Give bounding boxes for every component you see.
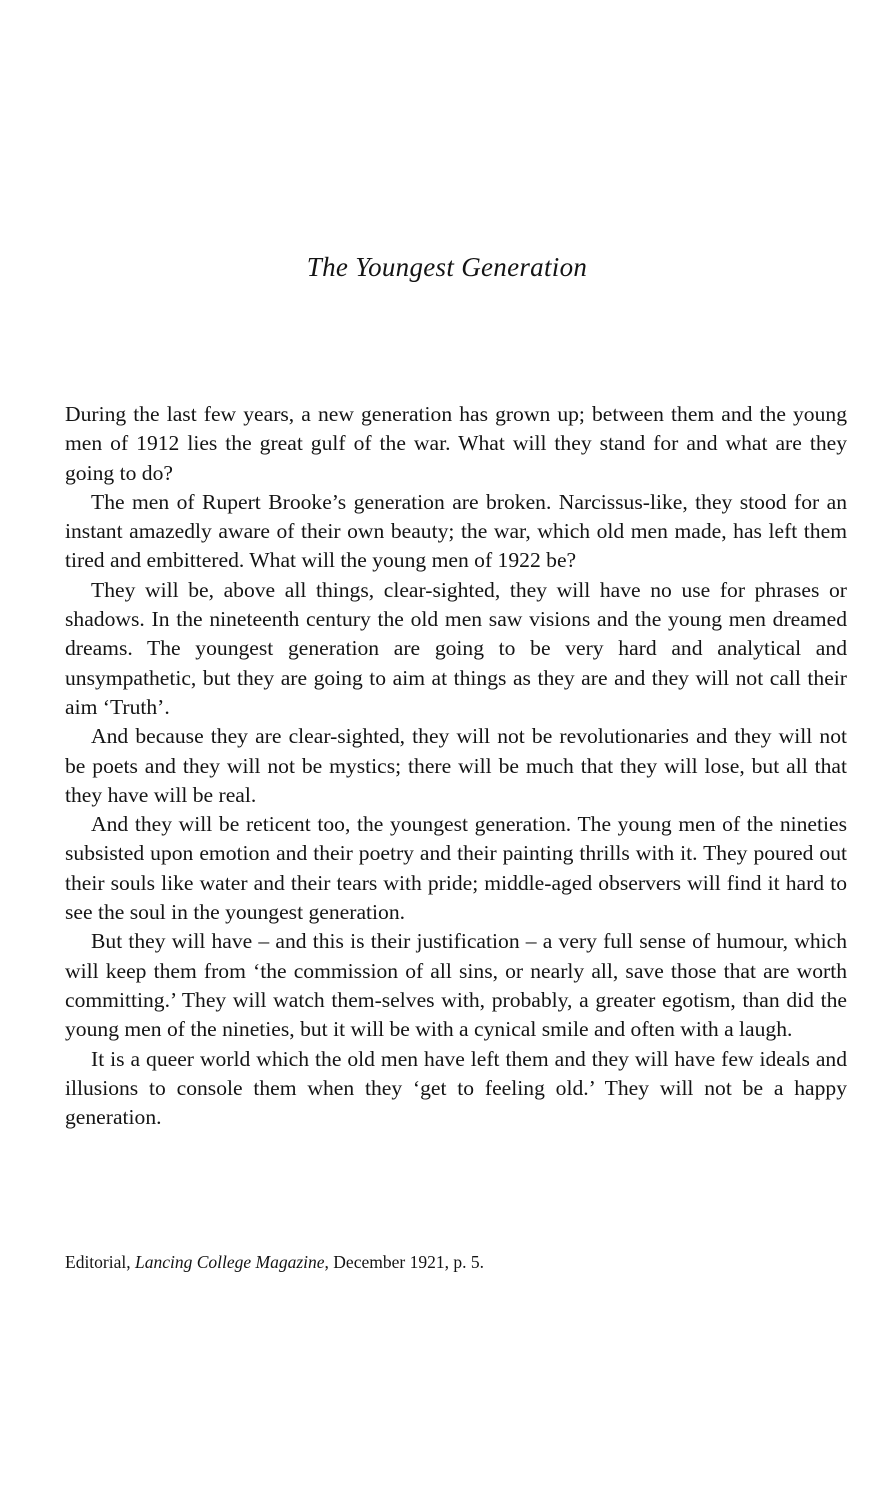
page-title: The Youngest Generation [306, 252, 588, 282]
paragraph-7: It is a queer world which the old men have left them and they will have few ideals and illusions to console them when they ‘get to feeling old.’ They will not be a happy generation. [65, 1046, 847, 1130]
paragraph-6: But they will have – and this is their justification – a very full sense of humour, which will keep them from ‘the commission of all sins, or nearly all, save those that are worth committing.’ They will watch them-selves with, probably, a greater egotism, than did the young men of the nineties, but it will be with a cynical smile and often with a laugh. [65, 929, 847, 1042]
paragraph-3: They will be, above all things, clear-sighted, they will have no use for phrases or shadows. In the nineteenth century the old men saw visions and the young men dreamed dreams. The youngest generation are going to be very hard and analytical and unsympathetic, but they are going to aim at things as they are and they will not call their aim ‘Truth’. [65, 577, 847, 719]
essay-body [65, 400, 847, 1132]
paragraph-4: And because they are clear-sighted, they will not be revolutionaries and they will not be poets and they will not be mystics; there will be much that they will lose, but all that they have will be real. [65, 724, 847, 807]
source-publication: Lancing College Magazine [134, 1252, 325, 1272]
source-citation [65, 1250, 847, 1274]
paragraph-1: During the last few years, a new generation has grown up; between them and the young men of 1912 lies the great gulf of the war. What will they stand for and what are they going to do? [65, 402, 847, 485]
source-suffix: , December 1921, p. 5. [324, 1252, 484, 1272]
paragraph-2: The men of Rupert Brooke’s generation are broken. Narcissus-like, they stood for an instant amazedly aware of their own beauty; the war, which old men made, has left them tired and embittered. What will the young men of 1922 be? [65, 489, 847, 573]
paragraph-5: And they will be reticent too, the youngest generation. The young men of the nineties subsisted upon emotion and their poetry and their painting thrills with it. They poured out their souls like water and their tears with pride; middle-aged observers will find it hard to see the soul in the youngest generation. [65, 812, 847, 925]
source-prefix: Editorial, [65, 1252, 135, 1272]
